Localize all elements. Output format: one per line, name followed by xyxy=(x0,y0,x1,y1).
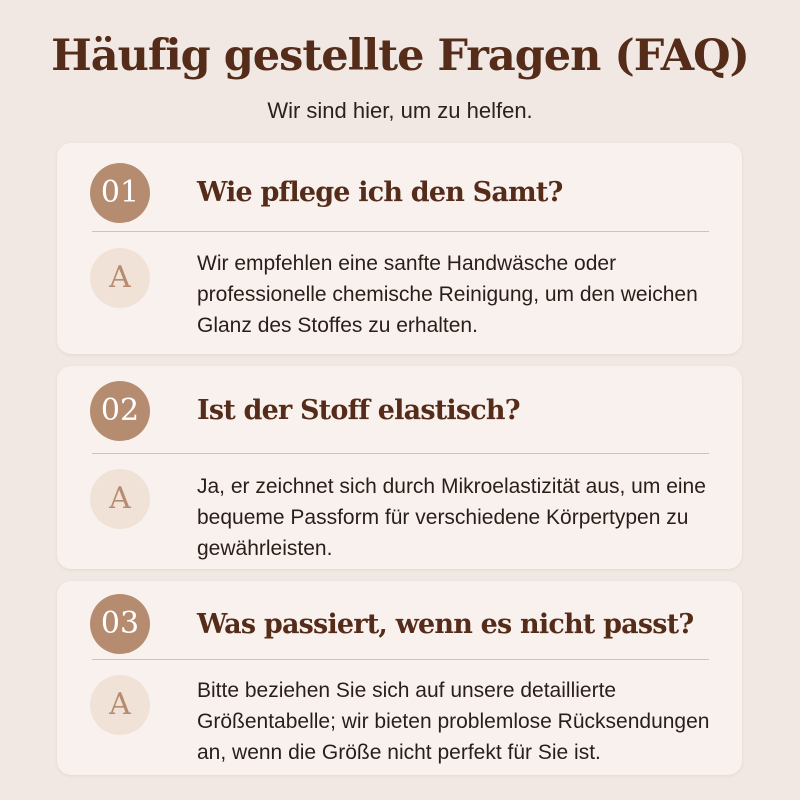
divider xyxy=(92,659,709,660)
question-text: Ist der Stoff elastisch? xyxy=(197,395,520,426)
divider xyxy=(92,453,709,454)
faq-item-elasticity xyxy=(57,366,742,569)
question-text: Was passiert, wenn es nicht passt? xyxy=(197,609,694,640)
question-number-badge: 03 xyxy=(90,594,150,654)
answer-text: Bitte beziehen Sie sich auf unsere detaillierte Größentabelle; wir bieten problemlose Rücksendungen an, wenn die Größe nicht perfekt für Sie ist. xyxy=(197,679,710,764)
answer-text: Wir empfehlen eine sanfte Handwäsche oder professionelle chemische Reinigung, um den weichen Glanz des Stoffes zu erhalten. xyxy=(197,252,698,337)
answer-badge: A xyxy=(90,469,150,529)
question-text: Wie pflege ich den Samt? xyxy=(197,177,563,208)
page-title: Häufig gestellte Fragen (FAQ) xyxy=(51,31,749,81)
divider xyxy=(92,231,709,232)
question-number-badge: 01 xyxy=(90,163,150,223)
answer-badge: A xyxy=(90,675,150,735)
page-subtitle: Wir sind hier, um zu helfen. xyxy=(267,98,533,123)
answer-badge: A xyxy=(90,248,150,308)
question-number-badge: 02 xyxy=(90,381,150,441)
faq-item-care xyxy=(57,143,742,354)
faq-item-returns xyxy=(57,581,742,775)
answer-text: Ja, er zeichnet sich durch Mikroelastizität aus, um eine bequeme Passform für verschiedene Körpertypen zu gewährleisten. xyxy=(197,475,706,560)
